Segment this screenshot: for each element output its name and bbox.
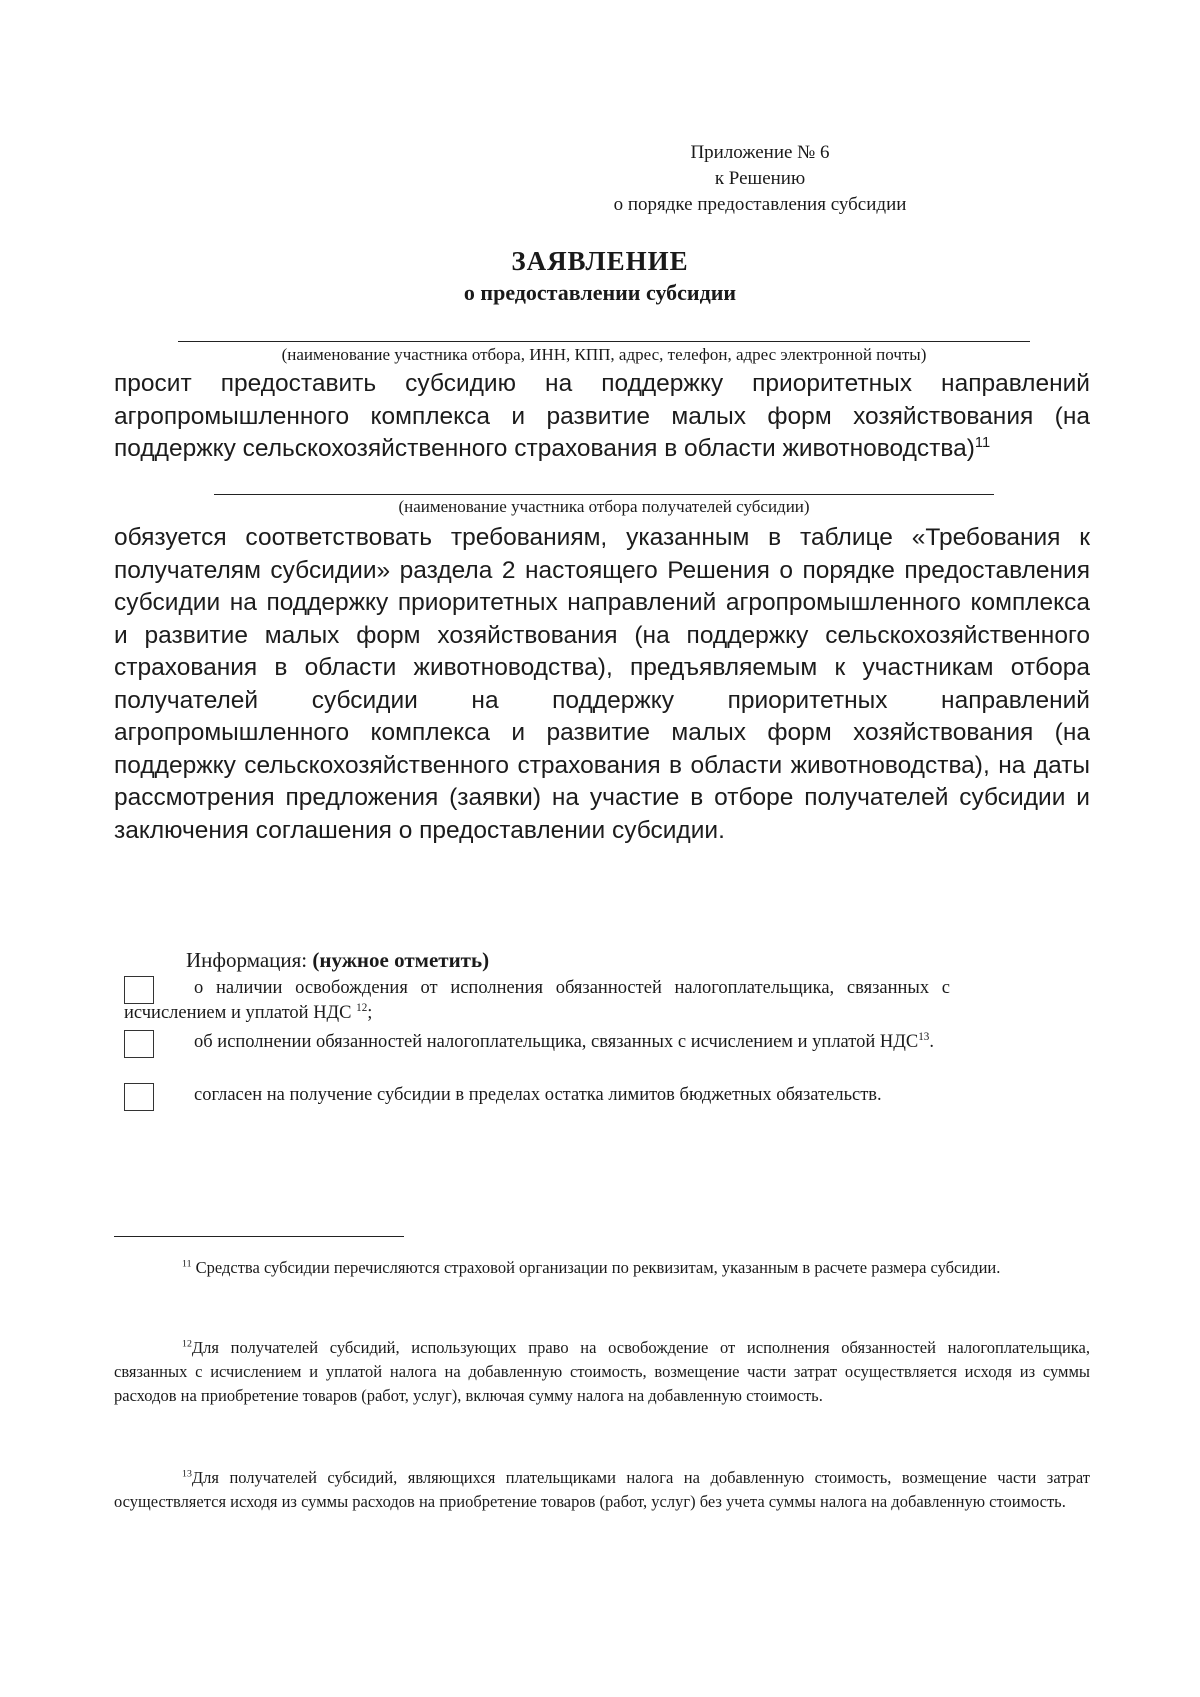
- footnote-separator: [114, 1236, 404, 1237]
- option-1-text: о наличии освобождения от исполнения обязанностей налогоплательщика, связанных с исчислением и уплатой НДС: [124, 978, 950, 1023]
- footnote-13: [114, 1466, 1090, 1514]
- option-2-tail: .: [929, 1032, 934, 1052]
- request-paragraph: [114, 368, 1090, 466]
- footnote-12-text: Для получателей субсидий, использующих право на освобождение от исполнения обязанностей налогоплательщика, связанных с исчислением и уплатой налога на добавленную стоимость, возмещение части затрат осуществляется исходя из суммы расходов на приобретение товаров (работ, услуг), включая сумму налога на добавленную стоимость.: [114, 1338, 1090, 1405]
- option-budget-limit-consent: [124, 1083, 950, 1108]
- footnote-ref-13: 13: [918, 1030, 930, 1043]
- footnote-11-text: Средства субсидии перечисляются страховой организации по реквизитам, указанным в расчете размера субсидии.: [191, 1258, 1001, 1277]
- recipient-caption: (наименование участника отбора получателей субсидии): [398, 497, 810, 516]
- option-vat-payer: [124, 1030, 950, 1055]
- checkbox-vat-exemption[interactable]: [124, 976, 154, 1004]
- checkbox-vat-payer[interactable]: [124, 1030, 154, 1058]
- appendix-line-3: о порядке предоставления субсидии: [613, 194, 907, 215]
- option-1-tail: ;: [367, 1003, 373, 1023]
- footnote-11: [114, 1256, 1090, 1280]
- option-vat-exemption: [124, 976, 950, 1026]
- obligation-paragraph: обязуется соответствовать требованиям, указанным в таблице «Требования к получателям субсидии» раздела 2 настоящего Решения о порядке предоставления субсидии на поддержку приоритетных направлений агропромышленного комплекса и развитие малых форм хозяйствования (на поддержку сельскохозяйственного страхования в области животноводства), предъявляемым к участникам отбора получателей субсидии на поддержку приоритетных направлений агропромышленного комплекса и развитие малых форм хозяйствования (на поддержку сельскохозяйственного страхования в области животноводства), на даты рассмотрения предложения (заявки) на участие в отборе получателей субсидии и заключения соглашения о предоставлении субсидии.: [114, 524, 1090, 844]
- appendix-reference: [560, 140, 960, 218]
- checkbox-budget-limit-consent[interactable]: [124, 1083, 154, 1111]
- info-emphasis: (нужное отметить): [312, 948, 490, 972]
- document-title: ЗАЯВЛЕНИЕ: [511, 246, 689, 276]
- applicant-fill-line: [178, 341, 1030, 342]
- footnote-12: [114, 1336, 1090, 1408]
- recipient-fill-line: [214, 494, 994, 495]
- request-text: просит предоставить субсидию на поддержку приоритетных направлений агропромышленного комплекса и развитие малых форм хозяйствования (на поддержку сельскохозяйственного страхования в области животноводства): [114, 370, 1090, 462]
- footnote-13-text: Для получателей субсидий, являющихся плательщиками налога на добавленную стоимость, возмещение части затрат осуществляется исходя из суммы расходов на приобретение товаров (работ, услуг) без учета суммы налога на добавленную стоимость.: [114, 1468, 1090, 1511]
- info-heading: [186, 948, 489, 973]
- footnote-13-number: 13: [182, 1468, 192, 1480]
- option-3-text: согласен на получение субсидии в пределах остатка лимитов бюджетных обязательств.: [194, 1085, 882, 1105]
- document-subtitle: о предоставлении субсидии: [463, 280, 737, 305]
- footnote-12-number: 12: [182, 1338, 192, 1350]
- applicant-caption: (наименование участника отбора, ИНН, КПП, адрес, телефон, адрес электронной почты): [281, 345, 927, 364]
- appendix-line-2: к Решению: [714, 168, 806, 189]
- footnote-11-number: 11: [182, 1258, 192, 1270]
- info-label: Информация:: [186, 948, 313, 972]
- footnote-ref-11: 11: [974, 434, 991, 451]
- option-2-text: об исполнении обязанностей налогоплательщика, связанных с исчислением и уплатой НДС: [194, 1032, 919, 1052]
- footnote-ref-12: 12: [356, 1001, 368, 1014]
- appendix-line-1: Приложение № 6: [690, 142, 830, 163]
